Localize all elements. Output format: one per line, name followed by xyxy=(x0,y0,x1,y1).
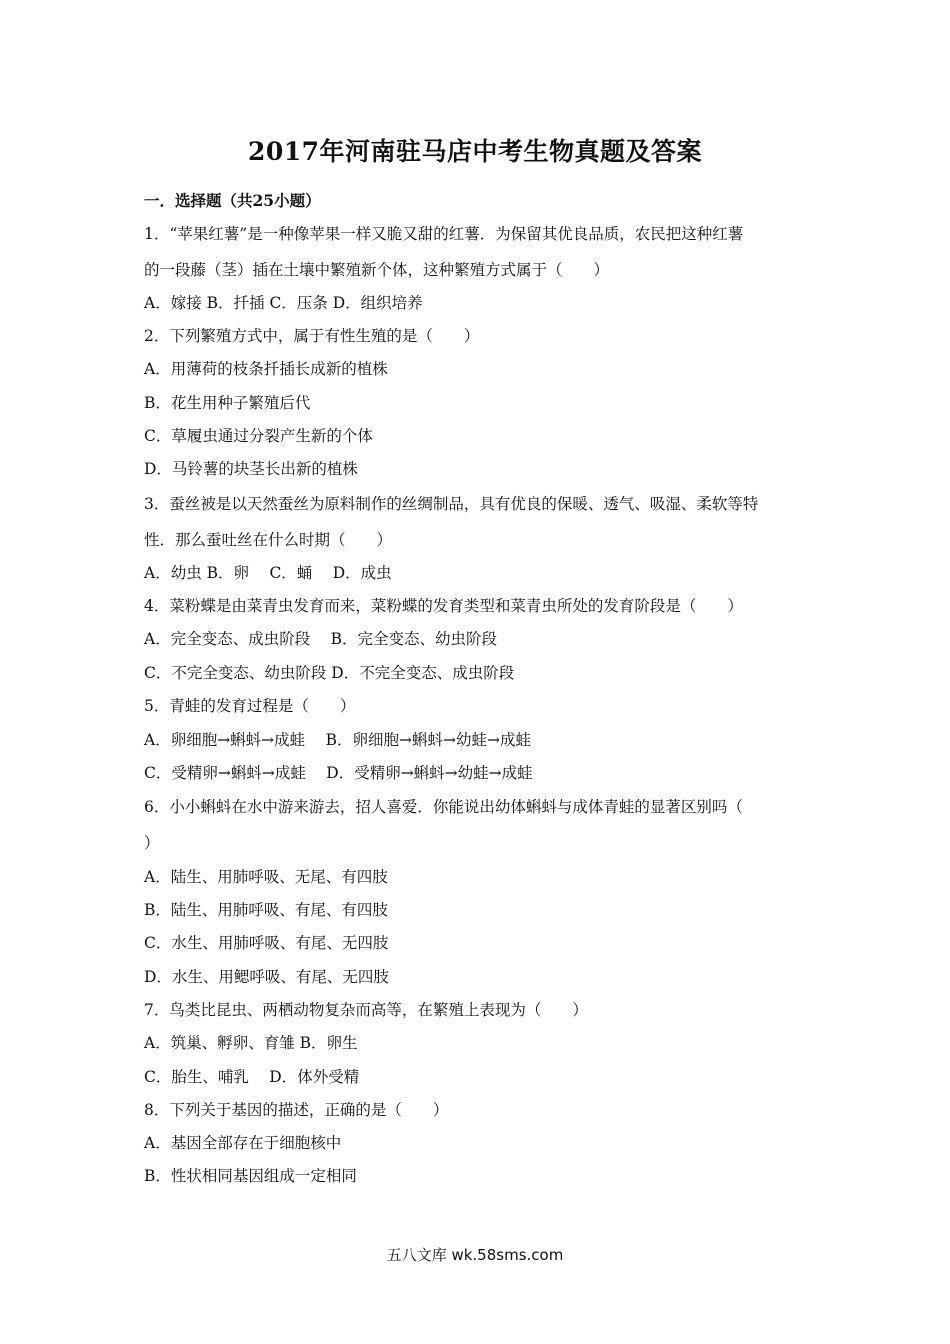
text-line: 6．小小蝌蚪在水中游来游去，招人喜爱．你能说出幼体蝌蚪与成体青蛙的显著区别吗（ xyxy=(144,798,743,816)
text-line: 2．下列繁殖方式中，属于有性生殖的是（ ） xyxy=(144,327,480,345)
text-line: A．嫁接 B．扦插 C．压条 D．组织培养 xyxy=(144,294,423,312)
text-line: 的一段藤（茎）插在土壤中繁殖新个体，这种繁殖方式属于（ ） xyxy=(144,261,610,279)
page-footer: 五八文库 wk.58sms.com xyxy=(386,1246,564,1264)
text-line: 3．蚕丝被是以天然蚕丝为原料制作的丝绸制品，具有优良的保暖、透气、吸湿、柔软等特 xyxy=(144,495,759,513)
text-line: D．水生、用鳃呼吸、有尾、无四肢 xyxy=(144,968,389,986)
text-line: 7．鸟类比昆虫、两栖动物复杂而高等，在繁殖上表现为（ ） xyxy=(144,1001,588,1019)
text-line: C．水生、用肺呼吸、有尾、无四肢 xyxy=(144,934,389,952)
text-line: A．完全变态、成虫阶段 B．完全变态、幼虫阶段 xyxy=(144,630,498,648)
text-line: 性．那么蚕吐丝在什么时期（ ） xyxy=(144,531,393,549)
text-line: B．花生用种子繁殖后代 xyxy=(144,394,311,412)
text-line: 5．青蛙的发育过程是（ ） xyxy=(144,697,356,715)
text-line: A．用薄荷的枝条扦插长成新的植株 xyxy=(144,360,388,378)
text-line: 1．“苹果红薯”是一种像苹果一样又脆又甜的红薯．为保留其优良品质，农民把这种红薯 xyxy=(144,225,744,243)
text-line: C．胎生、哺乳 D．体外受精 xyxy=(144,1068,360,1086)
text-line: A．陆生、用肺呼吸、无尾、有四肢 xyxy=(144,868,388,886)
text-line: 8．下列关于基因的描述，正确的是（ ） xyxy=(144,1101,449,1119)
text-line: D．马铃薯的块茎长出新的植株 xyxy=(144,460,358,478)
text-line: A．筑巢、孵卵、育雏 B．卵生 xyxy=(144,1034,358,1052)
text-line: C．不完全变态、幼虫阶段 D．不完全变态、成虫阶段 xyxy=(144,664,515,682)
text-line: A．幼虫 B．卵 C．蛹 D．成虫 xyxy=(144,564,392,582)
text-line: ） xyxy=(144,834,160,852)
text-line: C．受精卵→蝌蚪→成蛙 D．受精卵→蝌蚪→幼蛙→成蛙 xyxy=(144,764,533,782)
text-line: B．性状相同基因组成一定相同 xyxy=(144,1167,357,1185)
text-line: B．陆生、用肺呼吸、有尾、有四肢 xyxy=(144,901,388,919)
text-line: 4．菜粉蝶是由菜青虫发育而来，菜粉蝶的发育类型和菜青虫所处的发育阶段是（ ） xyxy=(144,597,743,615)
page-title: 2017年河南驻马店中考生物真题及答案 xyxy=(247,137,703,166)
text-line: A．基因全部存在于细胞核中 xyxy=(144,1134,342,1152)
text-line: A．卵细胞→蝌蚪→成蛙 B．卵细胞→蝌蚪→幼蛙→成蛙 xyxy=(144,731,531,749)
text-line: C．草履虫通过分裂产生新的个体 xyxy=(144,427,373,445)
section-heading: 一．选择题（共25小题） xyxy=(144,191,321,210)
